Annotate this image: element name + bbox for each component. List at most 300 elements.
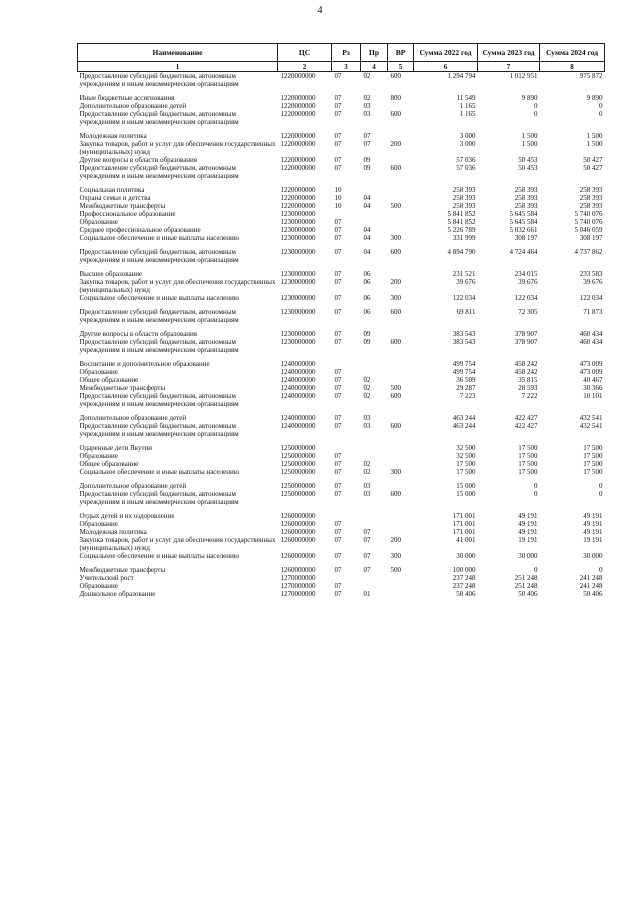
row-sum-2024: 19 191 — [583, 536, 603, 544]
row-sum-2022: 15 000 — [456, 482, 476, 490]
row-cs: 1230000000 — [280, 270, 316, 278]
row-rz: 07 — [334, 72, 342, 80]
row-sum-2022: 11 549 — [456, 94, 476, 102]
row-name: Иные бюджетные ассигнования — [79, 94, 175, 102]
row-name: Межбюджетные трансферты — [79, 566, 166, 574]
row-sum-2022: 39 676 — [456, 278, 476, 286]
row-cs: 1250000000 — [280, 460, 316, 468]
table-row — [78, 248, 605, 264]
row-cs: 1230000000 — [280, 338, 316, 346]
table-row — [78, 414, 605, 422]
table-row — [78, 186, 605, 194]
row-rz: 07 — [334, 582, 342, 590]
table-row — [78, 460, 605, 468]
table-row — [78, 294, 605, 302]
row-sum-2023: 258 393 — [514, 186, 538, 194]
row-rz: 07 — [334, 422, 342, 430]
row-sum-2022: 237 248 — [452, 582, 476, 590]
row-sum-2022: 17 500 — [456, 468, 476, 476]
row-cs: 1250000000 — [280, 452, 316, 460]
header-name: Наименование — [78, 44, 278, 62]
row-rz: 07 — [334, 330, 342, 338]
row-sum-2024: 39 676 — [583, 278, 603, 286]
table-row — [78, 582, 605, 590]
row-sum-2024: 4 737 862 — [574, 248, 603, 256]
header-sum-2022: Сумма 2022 год — [414, 44, 478, 62]
row-rz: 07 — [334, 468, 342, 476]
row-name: Предоставление субсидий бюджетным, автономным учреждениям и иным некоммерческим организациям — [79, 422, 239, 438]
table-row — [78, 574, 605, 582]
row-sum-2024: 258 393 — [579, 186, 603, 194]
row-sum-2024: 122 034 — [579, 294, 603, 302]
row-sum-2022: 171 001 — [452, 512, 476, 520]
row-rz: 07 — [334, 102, 342, 110]
row-sum-2023: 50 406 — [518, 590, 538, 598]
row-cs: 1240000000 — [280, 360, 316, 368]
row-rz: 07 — [334, 110, 342, 118]
column-number-row — [78, 62, 605, 72]
table-row — [78, 194, 605, 202]
row-rz: 07 — [334, 528, 342, 536]
table-row — [78, 520, 605, 528]
row-rz — [332, 360, 361, 368]
row-sum-2022: 32 500 — [456, 452, 476, 460]
row-name: Другие вопросы в области образования — [79, 330, 198, 338]
row-pr: 09 — [363, 164, 371, 172]
row-pr — [361, 218, 388, 226]
row-name: Предоставление субсидий бюджетным, автономным учреждениям и иным некоммерческим организациям — [79, 392, 239, 408]
row-vr: 200 — [390, 278, 401, 286]
row-rz: 10 — [334, 202, 342, 210]
row-cs: 1250000000 — [280, 444, 316, 452]
row-sum-2022: 57 036 — [456, 164, 476, 172]
row-pr: 07 — [363, 528, 371, 536]
row-pr — [361, 574, 388, 582]
row-rz: 07 — [334, 132, 342, 140]
row-name: Предоставление субсидий бюджетным, автономным учреждениям и иным некоммерческим организациям — [79, 72, 239, 88]
row-sum-2024: 17 500 — [583, 468, 603, 476]
column-number: 4 — [361, 62, 388, 72]
row-sum-2022: 463 244 — [452, 422, 476, 430]
row-sum-2023: 422 427 — [514, 422, 538, 430]
table-row — [78, 468, 605, 476]
row-rz: 07 — [334, 536, 342, 544]
row-cs: 1240000000 — [280, 422, 316, 430]
header-cs: ЦС — [278, 44, 332, 62]
row-sum-2022: 5 226 789 — [447, 226, 476, 234]
row-name: Отдых детей и их оздоровление — [79, 512, 175, 520]
row-name: Одаренные дети Якутии — [79, 444, 153, 452]
row-sum-2023: 0 — [534, 566, 538, 574]
header-sum-2023: Сумма 2023 год — [478, 44, 540, 62]
row-vr — [388, 210, 414, 218]
row-name: Образование — [79, 520, 118, 528]
row-sum-2024: 0 — [599, 482, 603, 490]
row-sum-2023: 5 645 584 — [509, 210, 538, 218]
row-sum-2024: 460 434 — [579, 338, 603, 346]
row-cs: 1270000000 — [280, 574, 316, 582]
row-rz: 07 — [334, 566, 342, 574]
row-vr: 600 — [390, 164, 401, 172]
row-vr — [388, 218, 414, 226]
row-sum-2023: 234 015 — [514, 270, 538, 278]
row-name: Предоставление субсидий бюджетным, автономным учреждениям и иным некоммерческим организациям — [79, 338, 239, 354]
header-sum-2024: Сумма 2024 год — [540, 44, 605, 62]
row-name: Социальное обеспечение и иные выплаты населению — [79, 234, 239, 242]
row-rz: 10 — [334, 186, 342, 194]
table-row — [78, 392, 605, 408]
row-rz: 07 — [334, 368, 342, 376]
row-sum-2023: 1 500 — [521, 140, 538, 148]
row-vr — [388, 482, 414, 490]
row-vr: 600 — [390, 338, 401, 346]
column-number: 1 — [78, 62, 278, 72]
table-row — [78, 234, 605, 242]
row-sum-2023: 17 500 — [518, 452, 538, 460]
row-sum-2023: 122 034 — [514, 294, 538, 302]
row-sum-2023: 458 242 — [514, 368, 538, 376]
row-pr: 02 — [363, 72, 371, 80]
row-sum-2024: 17 500 — [583, 452, 603, 460]
row-sum-2022: 171 001 — [452, 520, 476, 528]
row-name: Закупка товаров, работ и услуг для обеспечения государственных (муниципальных) нужд — [79, 140, 276, 156]
row-rz: 07 — [334, 278, 342, 286]
row-pr: 03 — [363, 482, 371, 490]
row-pr: 04 — [363, 248, 371, 256]
row-cs: 1230000000 — [280, 218, 316, 226]
row-pr: 03 — [363, 110, 371, 118]
row-sum-2022: 30 000 — [456, 552, 476, 560]
row-name: Высшее образование — [79, 270, 143, 278]
row-sum-2022: 499 754 — [452, 368, 476, 376]
column-number: 7 — [478, 62, 540, 72]
row-sum-2024: 308 197 — [579, 234, 603, 242]
row-cs: 1250000000 — [280, 482, 316, 490]
row-vr: 500 — [390, 384, 401, 392]
row-sum-2022: 258 393 — [452, 194, 476, 202]
row-pr: 03 — [363, 422, 371, 430]
row-cs: 1220000000 — [280, 94, 316, 102]
row-sum-2024: 49 191 — [583, 512, 603, 520]
row-pr: 03 — [363, 490, 371, 498]
row-pr — [361, 452, 388, 460]
row-sum-2022: 383 543 — [452, 330, 476, 338]
row-name: Учительский рост — [79, 574, 134, 582]
row-sum-2023: 72 305 — [518, 308, 538, 316]
row-sum-2022: 1 165 — [459, 102, 476, 110]
table-row — [78, 536, 605, 552]
table-row — [78, 482, 605, 490]
row-sum-2024: 975 872 — [579, 72, 603, 80]
row-sum-2022: 3 000 — [459, 140, 476, 148]
row-rz: 07 — [334, 392, 342, 400]
row-vr: 600 — [390, 308, 401, 316]
table-row — [78, 72, 605, 89]
row-vr: 600 — [390, 490, 401, 498]
row-sum-2023: 49 191 — [518, 520, 538, 528]
row-vr: 300 — [390, 552, 401, 560]
row-vr: 200 — [390, 536, 401, 544]
row-sum-2023: 49 191 — [518, 528, 538, 536]
table-row — [78, 512, 605, 520]
row-cs: 1240000000 — [280, 376, 316, 384]
row-sum-2024: 49 191 — [583, 528, 603, 536]
row-pr: 07 — [363, 566, 371, 574]
row-vr: 600 — [390, 248, 401, 256]
row-sum-2023: 251 248 — [514, 574, 538, 582]
row-sum-2024: 258 393 — [579, 194, 603, 202]
row-rz: 07 — [334, 414, 342, 422]
row-sum-2022: 41 001 — [456, 536, 476, 544]
row-vr: 500 — [390, 202, 401, 210]
row-sum-2022: 32 500 — [456, 444, 476, 452]
table-row — [78, 338, 605, 354]
row-cs: 1230000000 — [280, 308, 316, 316]
table-row — [78, 490, 605, 506]
row-pr: 07 — [363, 140, 371, 148]
row-sum-2024: 5 046 059 — [574, 226, 603, 234]
row-pr — [361, 368, 388, 376]
row-sum-2022: 5 841 852 — [447, 210, 476, 218]
row-sum-2022: 69 811 — [456, 308, 476, 316]
row-name: Социальное обеспечение и иные выплаты населению — [79, 294, 239, 302]
row-rz: 07 — [334, 452, 342, 460]
row-pr: 07 — [363, 132, 371, 140]
row-cs: 1230000000 — [280, 294, 316, 302]
table-row — [78, 452, 605, 460]
row-sum-2023: 5 032 661 — [509, 226, 538, 234]
row-name: Предоставление субсидий бюджетным, автономным учреждениям и иным некоммерческим организациям — [79, 110, 239, 126]
row-sum-2023: 39 676 — [518, 278, 538, 286]
row-pr: 06 — [363, 270, 371, 278]
table-row — [78, 164, 605, 180]
row-sum-2024: 1 500 — [586, 132, 603, 140]
table-row — [78, 590, 605, 598]
table-row — [78, 110, 605, 126]
row-pr — [361, 210, 388, 218]
row-pr — [361, 444, 388, 452]
table-row — [78, 376, 605, 384]
row-sum-2024: 50 406 — [583, 590, 603, 598]
row-sum-2023: 50 453 — [518, 156, 538, 164]
table-row — [78, 94, 605, 102]
row-pr — [361, 520, 388, 528]
row-vr — [388, 520, 414, 528]
row-cs: 1260000000 — [280, 512, 316, 520]
row-cs: 1240000000 — [280, 384, 316, 392]
row-sum-2022: 463 244 — [452, 414, 476, 422]
row-rz: 07 — [334, 376, 342, 384]
row-name: Образование — [79, 452, 118, 460]
row-pr: 02 — [363, 468, 371, 476]
row-sum-2022: 499 754 — [452, 360, 476, 368]
row-pr: 03 — [363, 102, 371, 110]
row-rz — [332, 512, 361, 520]
row-vr — [388, 574, 414, 582]
row-name: Другие вопросы в области образования — [79, 156, 198, 164]
row-cs: 1260000000 — [280, 536, 316, 544]
row-pr: 06 — [363, 294, 371, 302]
row-name: Дошкольное образование — [79, 590, 156, 598]
row-pr: 02 — [363, 376, 371, 384]
row-vr — [388, 194, 414, 202]
row-sum-2023: 378 907 — [514, 330, 538, 338]
table-row — [78, 210, 605, 218]
table-row — [78, 156, 605, 164]
row-sum-2024: 258 393 — [579, 202, 603, 210]
row-name: Воспитание и дополнительное образование — [79, 360, 210, 368]
header-pr: Пр — [361, 44, 388, 62]
row-pr: 04 — [363, 194, 371, 202]
table-row — [78, 368, 605, 376]
table-row — [78, 278, 605, 294]
row-pr: 09 — [363, 330, 371, 338]
row-sum-2023: 50 453 — [518, 164, 538, 172]
row-sum-2023: 19 191 — [518, 536, 538, 544]
row-sum-2022: 258 393 — [452, 186, 476, 194]
row-vr — [388, 186, 414, 194]
row-sum-2022: 1 165 — [459, 110, 476, 118]
row-cs: 1220000000 — [280, 132, 316, 140]
row-sum-2022: 1 294 794 — [447, 72, 476, 80]
row-pr: 07 — [363, 552, 371, 560]
row-rz — [332, 444, 361, 452]
row-cs: 1230000000 — [280, 226, 316, 234]
row-cs: 1260000000 — [280, 520, 316, 528]
row-sum-2023: 5 645 584 — [509, 218, 538, 226]
row-name: Социальное обеспечение и иные выплаты населению — [79, 468, 239, 476]
row-cs: 1220000000 — [280, 140, 316, 148]
row-sum-2023: 17 500 — [518, 460, 538, 468]
table-row — [78, 226, 605, 234]
table-row — [78, 444, 605, 452]
row-sum-2022: 29 287 — [456, 384, 476, 392]
row-name: Дополнительное образование детей — [79, 414, 187, 422]
row-vr — [388, 512, 414, 520]
row-sum-2023: 17 500 — [518, 468, 538, 476]
row-rz: 07 — [334, 234, 342, 242]
row-name: Общее образование — [79, 460, 139, 468]
row-sum-2024: 50 427 — [583, 164, 603, 172]
row-sum-2023: 308 197 — [514, 234, 538, 242]
row-sum-2022: 383 543 — [452, 338, 476, 346]
row-sum-2024: 473 009 — [579, 360, 603, 368]
row-pr: 07 — [363, 536, 371, 544]
row-pr: 03 — [363, 414, 371, 422]
row-name: Предоставление субсидий бюджетным, автономным учреждениям и иным некоммерческим организациям — [79, 490, 239, 506]
row-sum-2023: 7 222 — [521, 392, 538, 400]
table-row — [78, 140, 605, 156]
row-sum-2023: 0 — [534, 110, 538, 118]
row-pr: 06 — [363, 308, 371, 316]
row-name: Молодежная политика — [79, 132, 147, 140]
row-sum-2022: 122 034 — [452, 294, 476, 302]
row-pr: 04 — [363, 226, 371, 234]
table-row — [78, 552, 605, 560]
row-cs: 1220000000 — [280, 194, 316, 202]
table-row — [78, 132, 605, 140]
row-sum-2024: 30 000 — [583, 552, 603, 560]
row-pr — [361, 582, 388, 590]
row-rz: 07 — [334, 384, 342, 392]
row-cs: 1270000000 — [280, 590, 316, 598]
table-row — [78, 308, 605, 324]
row-vr — [388, 582, 414, 590]
table-row — [78, 384, 605, 392]
row-name: Охрана семьи и детства — [79, 194, 151, 202]
row-sum-2022: 3 000 — [459, 132, 476, 140]
row-sum-2024: 5 740 076 — [574, 218, 603, 226]
page-number: 4 — [317, 5, 323, 16]
row-sum-2024: 432 541 — [579, 414, 603, 422]
row-cs: 1250000000 — [280, 468, 316, 476]
row-name: Предоставление субсидий бюджетным, автономным учреждениям и иным некоммерческим организациям — [79, 308, 239, 324]
row-sum-2022: 231 521 — [452, 270, 476, 278]
row-cs: 1240000000 — [280, 392, 316, 400]
row-sum-2023: 258 393 — [514, 194, 538, 202]
row-pr: 01 — [363, 590, 371, 598]
column-number: 2 — [278, 62, 332, 72]
row-sum-2023: 49 191 — [518, 512, 538, 520]
row-pr: 04 — [363, 234, 371, 242]
row-name: Образование — [79, 218, 118, 226]
row-sum-2023: 0 — [534, 482, 538, 490]
row-sum-2024: 71 873 — [583, 308, 603, 316]
row-cs: 1260000000 — [280, 528, 316, 536]
row-sum-2023: 28 593 — [518, 384, 538, 392]
row-rz: 07 — [334, 482, 342, 490]
row-name: Межбюджетные трансферты — [79, 384, 166, 392]
row-vr: 300 — [390, 468, 401, 476]
row-cs: 1270000000 — [280, 582, 316, 590]
row-vr — [388, 414, 414, 422]
row-pr — [361, 360, 388, 368]
row-rz: 10 — [334, 194, 342, 202]
row-rz: 07 — [334, 248, 342, 256]
table-body — [78, 72, 605, 599]
row-sum-2024: 1 500 — [586, 140, 603, 148]
row-pr: 02 — [363, 460, 371, 468]
row-cs: 1220000000 — [280, 156, 316, 164]
row-name: Дополнительное образование детей — [79, 482, 187, 490]
row-rz: 07 — [334, 552, 342, 560]
row-cs: 1230000000 — [280, 330, 316, 338]
row-vr: 300 — [390, 294, 401, 302]
row-sum-2022: 15 000 — [456, 490, 476, 498]
row-sum-2024: 50 427 — [583, 156, 603, 164]
row-sum-2024: 40 467 — [583, 376, 603, 384]
row-name: Закупка товаров, работ и услуг для обеспечения государственных (муниципальных) нужд — [79, 536, 276, 552]
row-cs: 1220000000 — [280, 186, 316, 194]
row-name: Профессиональное образование — [79, 210, 176, 218]
row-name: Предоставление субсидий бюджетным, автономным учреждениям и иным некоммерческим организациям — [79, 164, 239, 180]
row-sum-2024: 9 890 — [586, 94, 603, 102]
row-sum-2022: 36 509 — [456, 376, 476, 384]
table-row — [78, 102, 605, 110]
row-sum-2024: 432 541 — [579, 422, 603, 430]
row-cs: 1230000000 — [280, 248, 316, 256]
row-sum-2023: 30 000 — [518, 552, 538, 560]
table-row — [78, 270, 605, 278]
row-cs: 1220000000 — [280, 110, 316, 118]
row-vr — [388, 156, 414, 164]
row-vr — [388, 368, 414, 376]
row-sum-2024: 0 — [599, 110, 603, 118]
row-sum-2023: 378 907 — [514, 338, 538, 346]
row-sum-2022: 50 406 — [456, 590, 476, 598]
row-sum-2023: 35 815 — [518, 376, 538, 384]
row-rz: 07 — [334, 156, 342, 164]
